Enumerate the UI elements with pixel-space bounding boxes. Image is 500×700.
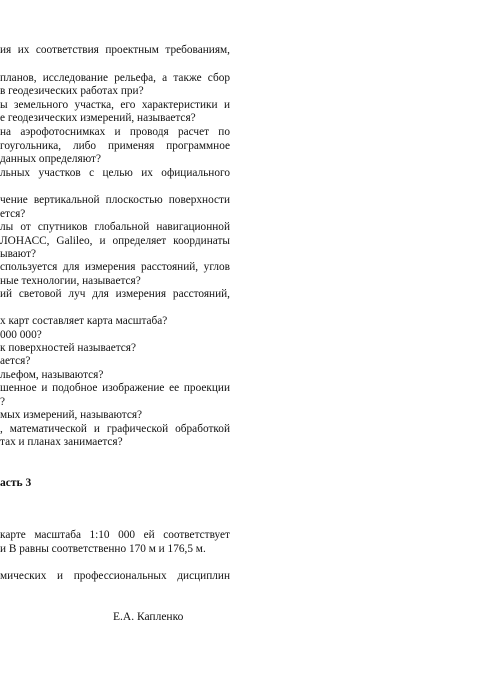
question-line: в геодезических работах при? [0,85,144,97]
question-line: планов, исследование рельефа, а также сбор [0,72,230,84]
task-line: и В равны соответственно 170 м и 176,5 м. [0,543,206,555]
question-line: ется? [0,208,26,220]
question-line: ий световой луч для измерения расстояний, [0,288,230,300]
question-line: льефом, называются? [0,369,104,381]
question-line: спользуется для измерения расстояний, углов [0,261,230,273]
part-heading: асть 3 [0,477,32,489]
question-line: гоугольника, либо применяя программное [0,140,230,152]
question-line: шенное и подобное изображение ее проекции [0,382,230,394]
question-line: ывают? [0,248,37,260]
task-line: мических и профессиональных дисциплин [0,570,230,582]
question-line: е геодезических измерений, называется? [0,112,196,124]
question-line: ЛОНАСС, Galileo, и определяет координаты [0,235,230,247]
question-line: лы от спутников глобальной навигационной [0,221,230,233]
question-line: х карт составляет карта масштаба? [0,315,168,327]
question-line: чение вертикальной плоскостью поверхности [0,194,230,206]
question-line: 000 000? [0,329,42,341]
question-line: ается? [0,355,31,367]
question-line: ? [0,396,6,408]
question-line: льных участков с целью их официального [0,167,230,179]
question-line: тах и планах занимается? [0,436,123,448]
question-line: на аэрофотоснимках и проводя расчет по [0,126,230,138]
task-line: карте масштаба 1:10 000 ей соответствует [0,529,230,541]
question-line: мых измерений, называются? [0,409,143,421]
question-line: ы земельного участка, его характеристики и [0,99,230,111]
question-line: ные технологии, называется? [0,275,141,287]
author-signature: Е.А. Капленко [113,611,184,623]
question-line: ия их соответствия проектным требованиям, [0,44,230,56]
question-line: , математической и графической обработкой [0,423,230,435]
question-line: к поверхностей называется? [0,342,137,354]
question-line: данных определяют? [0,153,101,165]
